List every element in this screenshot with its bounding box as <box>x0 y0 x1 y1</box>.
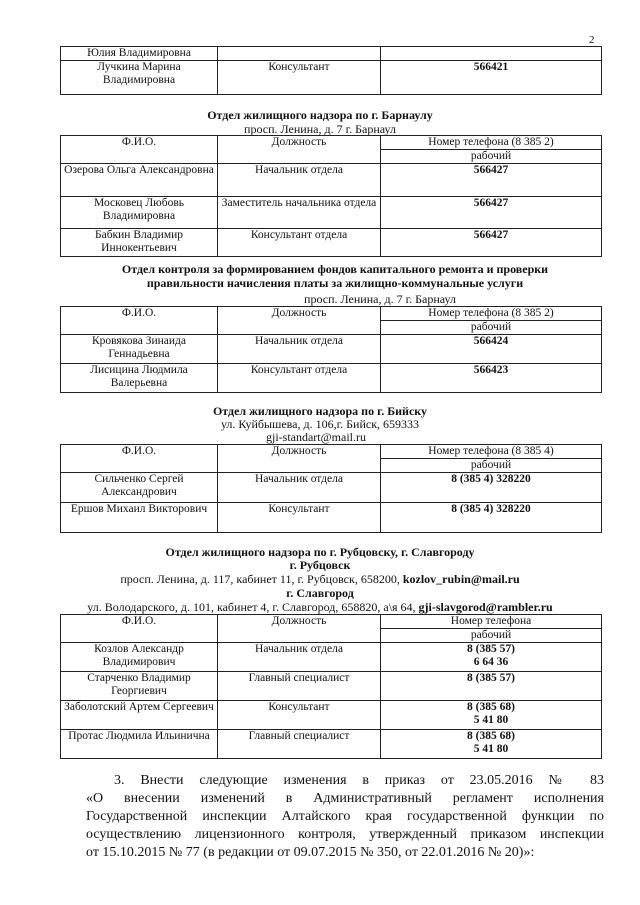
table-row <box>61 61 602 95</box>
header-phone-text: Номер телефона (8 385 2) <box>428 136 554 148</box>
position-cell: Начальник отдела <box>218 164 381 197</box>
section-address-rubtsovsk <box>0 572 640 586</box>
table-row <box>61 335 602 364</box>
staff-table-continued <box>60 46 602 95</box>
staff-table-rubtsovsk <box>60 614 602 759</box>
phone-number: 6 64 36 <box>473 656 509 668</box>
phone-code: 8 (385 68) <box>467 730 515 742</box>
page-number: 2 <box>589 34 595 46</box>
phone-cell: 566424 <box>381 335 602 364</box>
header-position: Должность <box>218 136 381 164</box>
position-cell: Главный специалист <box>218 672 381 701</box>
phone-cell <box>381 672 602 701</box>
table-header-row <box>61 445 602 459</box>
phone-cell: 566421 <box>381 61 602 95</box>
section-address: просп. Ленина, д. 7 г. Барнаул <box>244 122 396 136</box>
phone-cell <box>381 643 602 672</box>
phone-cell: 8 (385 4) 328220 <box>381 473 602 503</box>
table-row <box>61 197 602 229</box>
header-phone-sub: рабочий <box>381 459 602 473</box>
fio-cell: Козлов Александр Владимирович <box>61 643 218 672</box>
email-link[interactable]: gji-slavgorod@rambler.ru <box>418 600 553 614</box>
header-phone-sub: рабочий <box>381 629 602 643</box>
position-cell: Начальник отдела <box>218 335 381 364</box>
table-row <box>61 643 602 672</box>
staff-table-capital-repair <box>60 306 602 393</box>
header-position: Должность <box>218 445 381 473</box>
amendment-paragraph <box>86 772 604 862</box>
position-cell: Начальник отдела <box>218 473 381 503</box>
fio-cell: Бабкин Владимир Иннокентьевич <box>61 229 218 257</box>
table-row <box>61 672 602 701</box>
phone-cell: 8 (385 4) 328220 <box>381 503 602 533</box>
fio-cell: Московец Любовь Владимировна <box>61 197 218 229</box>
section-title: Отдел жилищного надзора по г. Рубцовску, г. Славгороду <box>165 545 475 559</box>
section-subtitle-rubtsovsk: г. Рубцовск <box>289 558 351 572</box>
header-fio: Ф.И.О. <box>61 136 218 164</box>
header-fio: Ф.И.О. <box>61 445 218 473</box>
phone-number: 5 41 80 <box>473 743 509 755</box>
phone-code: 8 (385 57) <box>467 672 515 684</box>
fio-cell: Ершов Михаил Викторович <box>61 503 218 533</box>
table-header-row <box>61 307 602 321</box>
table-row <box>61 164 602 197</box>
position-cell: Заместитель начальника отдела <box>218 197 381 229</box>
header-phone: Номер телефона (8 385 2) <box>381 307 602 321</box>
section-title: Отдел жилищного надзора по г. Барнаулу <box>207 108 433 122</box>
header-phone: Номер телефона (8 385 4) <box>381 445 602 459</box>
staff-table-biysk <box>60 444 602 533</box>
table-row <box>61 730 602 759</box>
fio-cell: Озерова Ольга Александровна <box>61 164 218 197</box>
position-cell: Консультант отдела <box>218 364 381 393</box>
fio-cell: Сильченко Сергей Александрович <box>61 473 218 503</box>
position-cell: Главный специалист <box>218 730 381 759</box>
section-address: просп. Ленина, д. 7 г. Барнаул <box>304 292 456 306</box>
section-title: Отдел контроля за формированием фондов капитального ремонта и проверки правильности начисления платы за жилищно-коммунальные услуги <box>121 262 549 290</box>
fio-cell: Старченко Владимир Георгиевич <box>61 672 218 701</box>
header-position: Должность <box>218 307 381 335</box>
phone-cell: 566427 <box>381 197 602 229</box>
email-link[interactable]: kozlov_rubin@mail.ru <box>402 572 520 586</box>
table-row <box>61 47 602 61</box>
table-header-row <box>61 136 602 150</box>
paragraph-line: 3. Внести следующие изменения в приказ от 23.05.2016 № 83 <box>114 773 604 788</box>
position-cell <box>218 47 381 61</box>
fio-cell: Лисицина Людмила Валерьевна <box>61 364 218 393</box>
position-cell: Консультант отдела <box>218 229 381 257</box>
paragraph-line: Государственной инспекции Алтайского края государственной функции по <box>86 809 604 824</box>
paragraph-line: от 15.10.2015 № 77 (в редакции от 09.07.2015 № 350, от 22.01.2016 № 20)»: <box>86 845 535 860</box>
table-row <box>61 701 602 730</box>
phone-cell: 566427 <box>381 164 602 197</box>
table-header-row <box>61 615 602 629</box>
staff-table-barnaul <box>60 135 602 257</box>
paragraph-line: осуществлению лицензионного контроля, утвержденный приказом инспекции <box>86 827 604 842</box>
fio-cell: Кровякова Зинаида Геннадьевна <box>61 335 218 364</box>
header-phone-sub: рабочий <box>381 150 602 164</box>
fio-cell: Лучкина Марина Владимировна <box>61 61 218 95</box>
header-phone: Номер телефона <box>381 615 602 629</box>
phone-code: 8 (385 57) <box>467 643 515 655</box>
table-row <box>61 229 602 257</box>
table-row <box>61 364 602 393</box>
paragraph-line: «О внесении изменений в Административный регламент исполнения <box>86 791 604 806</box>
phone-cell: 566423 <box>381 364 602 393</box>
address-text: просп. Ленина, д. 117, кабинет 11, г. Рубцовск, 658200, <box>120 572 403 586</box>
phone-cell <box>381 47 602 61</box>
header-phone-sub: рабочий <box>381 321 602 335</box>
phone-number: 5 41 80 <box>473 714 509 726</box>
section-subtitle-slavgorod: г. Славгород <box>286 586 354 600</box>
table-row <box>61 503 602 533</box>
phone-cell <box>381 701 602 730</box>
fio-cell: Протас Людмила Ильинична <box>61 730 218 759</box>
position-cell: Начальник отдела <box>218 643 381 672</box>
address-text: ул. Володарского, д. 101, кабинет 4, г. Славгород, 658820, а\я 64, <box>87 600 419 614</box>
position-cell: Консультант <box>218 503 381 533</box>
table-row <box>61 473 602 503</box>
phone-cell: 566427 <box>381 229 602 257</box>
section-title: Отдел жилищного надзора по г. Бийску <box>212 404 428 418</box>
position-cell: Консультант <box>218 701 381 730</box>
section-address: ул. Куйбышева, д. 106,г. Бийск, 659333 <box>220 417 420 431</box>
section-address-slavgorod <box>0 600 640 614</box>
phone-code: 8 (385 68) <box>467 701 515 713</box>
fio-cell: Заболотский Артем Сергеевич <box>61 701 218 730</box>
position-cell: Консультант <box>218 61 381 95</box>
header-phone <box>381 136 602 150</box>
section-email: gji-standart@mail.ru <box>265 430 367 444</box>
fio-cell: Юлия Владимировна <box>61 47 218 61</box>
header-position: Должность <box>218 615 381 643</box>
phone-cell <box>381 730 602 759</box>
header-fio: Ф.И.О. <box>61 307 218 335</box>
header-fio: Ф.И.О. <box>61 615 218 643</box>
